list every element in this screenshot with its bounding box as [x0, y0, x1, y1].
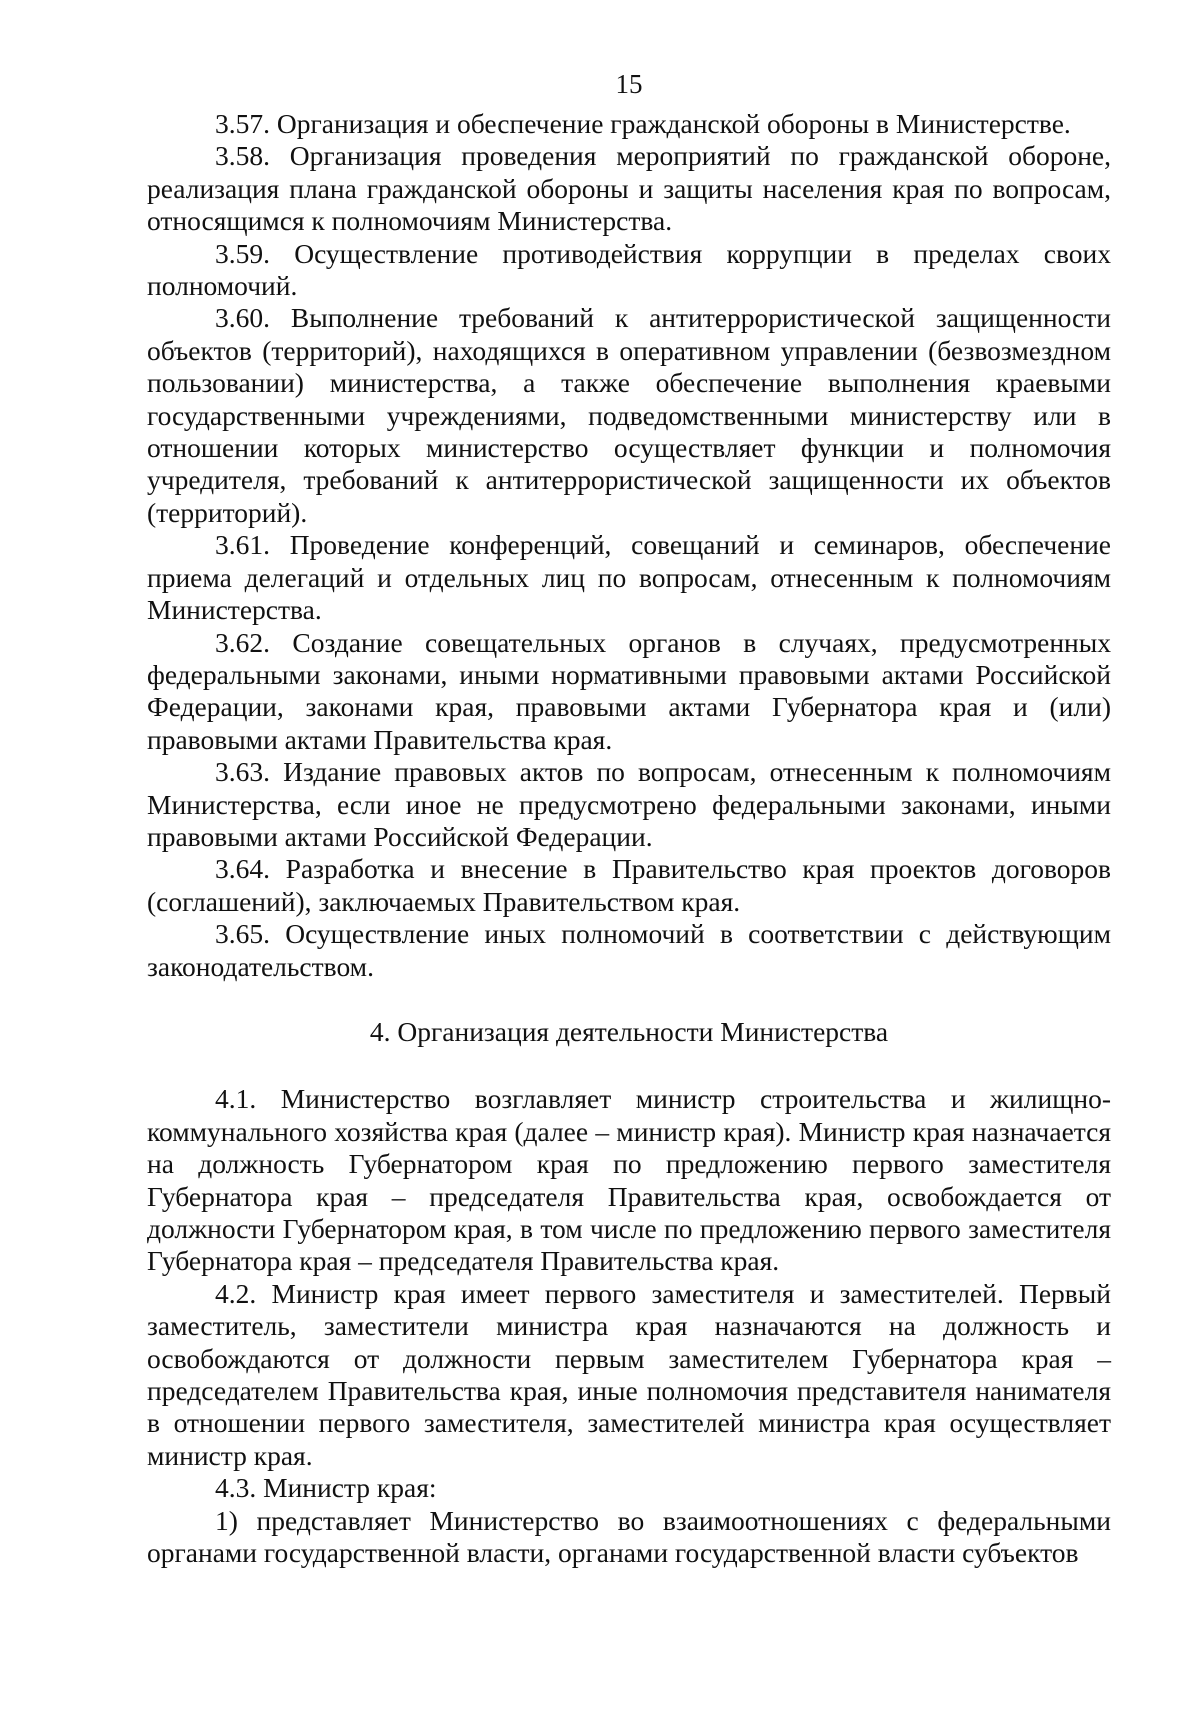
page-number: 15 [615, 69, 643, 99]
paragraph-3-65: 3.65. Осуществление иных полномочий в соответствии с действующим законодательством. [147, 918, 1111, 982]
paragraph-4-3: 4.3. Министр края: [215, 1472, 437, 1504]
paragraph-3-61: 3.61. Проведение конференций, совещаний и семинаров, обеспечение приема делегаций и отдельных лиц по вопросам, отнесенным к полномочиям Министерства. [147, 529, 1111, 626]
paragraph-3-59: 3.59. Осуществление противодействия коррупции в пределах своих полномочий. [147, 237, 1111, 302]
paragraph-3-62: 3.62. Создание совещательных органов в случаях, предусмотренных федеральными законами, иными нормативными правовыми актами Российской Федерации, законами края, правовыми актами Губернатора края и (или) правовыми актами Правительства края. [147, 626, 1111, 755]
paragraph-3-58: 3.58. Организация проведения мероприятий по гражданской обороне, реализация плана гражданской обороны и защиты населения края по вопросам, относящимся к полномочиям Министерства. [147, 140, 1111, 237]
section-heading: 4. Организация деятельности Министерства [369, 1015, 889, 1047]
document-page [147, 68, 1111, 1569]
paragraph-4-2: 4.2. Министр края имеет первого заместителя и заместителей. Первый заместитель, заместители министра края назначаются на должность и освобождаются от должности первым заместителем Губернатора края – председателем Правительства края, иные полномочия представителя нанимателя в отношении первого заместителя, заместителей министра края осуществляет министр края. [147, 1277, 1111, 1471]
paragraph-4-3-1: 1) представляет Министерство во взаимоотношениях с федеральными органами государственной власти, органами государственной власти субъектов [147, 1504, 1111, 1569]
paragraph-3-64: 3.64. Разработка и внесение в Правительство края проектов договоров (соглашений), заключаемых Правительством края. [147, 853, 1111, 917]
paragraph-3-57: 3.57. Организация и обеспечение гражданской обороны в Министерстве. [215, 108, 1071, 139]
paragraph-3-60: 3.60. Выполнение требований к антитеррористической защищенности объектов (территорий), находящихся в оперативном управлении (безвозмездном пользовании) министерства, а также обеспечение выполнения краевыми государственными учреждениями, подведомственными министерству или в отношении которых министерство осуществляет функции и полномочия учредителя, требований к антитеррористической защищенности их объектов (территорий). [147, 302, 1111, 528]
paragraph-4-1: 4.1. Министерство возглавляет министр строительства и жилищно-коммунального хозяйства края (далее – министр края). Министр края назначается на должность Губернатором края по предложению первого заместителя Губернатора края – председателя Правительства края, освобождается от должности Губернатором края, в том числе по предложению первого заместителя Губернатора края – председателя Правительства края. [147, 1083, 1111, 1277]
paragraph-3-63: 3.63. Издание правовых актов по вопросам, отнесенным к полномочиям Министерства, если иное не предусмотрено федеральными законами, иными правовыми актами Российской Федерации. [147, 756, 1111, 852]
